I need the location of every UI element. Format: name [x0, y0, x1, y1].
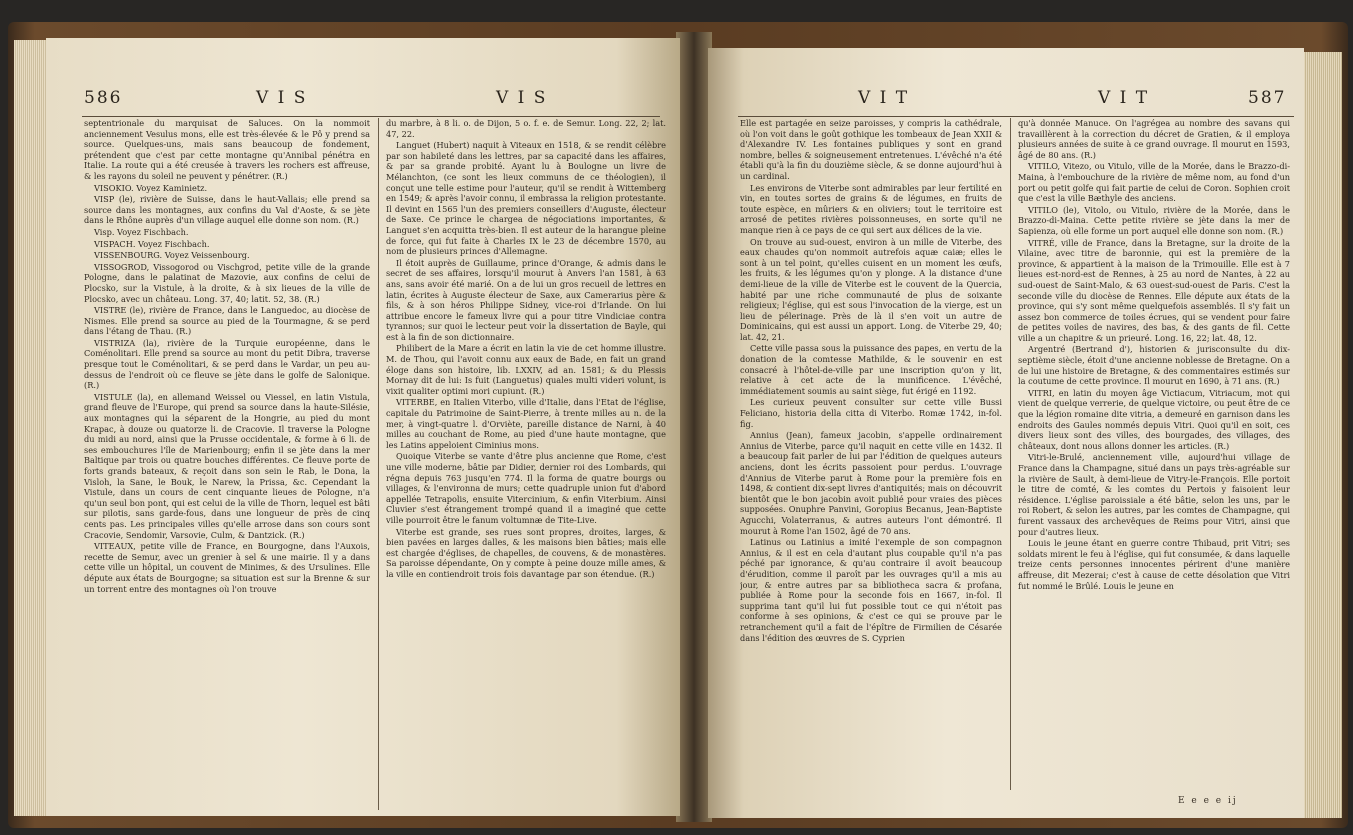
paragraph: VISTRE (le), rivière de France, dans le Languedoc, au diocèse de Nismes. Elle prend sa source au pied de la Tourmagne, & se perd dans l'étang de Thau. (R.): [84, 305, 370, 337]
paragraph: VITILO, Vitezo, ou Vitulo, ville de la Morée, dans le Brazzo-di-Maina, à l'embouchure de la rivière de même nom, au fond d'un port ou petit golfe qui fait partie de celui de Coron. Sophien croit que c'est la ville Bæthyle des anciens.: [1018, 161, 1290, 204]
paragraph: VITILO (le), Vitolo, ou Vitulo, rivière de la Morée, dans le Brazzo-di-Maina. Cette petite rivière se jète dans la mer de Sapienza, où elle forme un port auquel elle donne son nom. (R.): [1018, 204, 1290, 236]
left-page-column-1: [84, 118, 370, 810]
paragraph: Les curieux peuvent consulter sur cette ville Bussi Feliciano, historia della citta di Viterbo. Romæ 1742, in-fol. fig.: [740, 397, 1002, 429]
paragraph: Latinus ou Latinius a imité l'exemple de son compagnon Annius, & il est en cela d'autant plus coupable qu'il n'a pas péché par ignorance, & qu'au contraire il avoit beaucoup d'érudition, comme il paroît par les ouvrages qu'il a mis au jour, & entre autres par sa bibliotheca sacra & profana, publiée à Rome pour la seconde fois en 1667, in-fol. Il supprima tant qu'il lui fut possible tout ce qui n'étoit pas conforme à ses opinions, & c'est ce qui se prouve par le retranchement qu'il a fait de l'épître de Firmilien de Césarée dans l'édition des œuvres de S. Cyprien: [740, 537, 1002, 643]
paragraph: Quoique Viterbe se vante d'être plus ancienne que Rome, c'est une ville moderne, bâtie par Didier, dernier roi des Lombards, qui régna depuis 763 jusqu'en 774. Il la forma de quatre bourgs ou villages, & l'environna de murs; cette quadruple union fut d'abord appellée Tetrapolis, ensuite Vitercinium, & enfin Viterbium. Ainsi Cluvier s'est étrangement trompé quand il a imaginé que cette ville pourroit être le fanum voltumnæ de Tite-Live.: [386, 451, 666, 525]
paragraph: Languet (Hubert) naquit à Viteaux en 1518, & se rendit célèbre par son habileté dans les lettres, par sa capacité dans les affaires, & par sa grande probité. Ayant lu à Boulogne un livre de Mélanchton, (ce sont les lieux communs de ce théologien), il conçut une telle estime pour l'auteur, qu'il se rendit à Wittemberg en 1549; & après l'avoir connu, il embrassa la religion protestante. Il devint en 1565 l'un des premiers conseillers d'Auguste, électeur de Saxe. Ce prince le chargea de négociations importantes, & Languet s'en acquitta très-bien. Il est auteur de la harangue pleine de force, qui fut faite à Charles IX le 23 de décembre 1570, au nom de plusieurs princes d'Allemagne.: [386, 140, 666, 257]
paragraph: VISPACH. Voyez Fischbach.: [94, 238, 210, 249]
paragraph: VISSOGROD, Vissogorod ou Vischgrod, petite ville de la grande Pologne, dans le palatinat de Mazovie, aux confins de celui de Plocsko, sur la Vistule, à la droite, & à six lieues de la ville de Plocsko, avec un château. Long. 37, 40; latit. 52, 38. (R.): [84, 261, 370, 304]
paragraph: Viterbe est grande, ses rues sont propres, droites, larges, & bien pavées en larges dalles, & les maisons bien bâties; mais elle est chargée d'églises, de chapelles, de couvens, & de monastères. Sa paroisse dépendante, On y compte à peine douze mille ames, & la ville en contiendroit trois fois davantage par son étendue. (R.): [386, 526, 666, 579]
paragraph: Louis le jeune étant en guerre contre Thibaud, prit Vitri; ses soldats mirent le feu à l'église, qui fut consumée, & dans laquelle treize cents personnes innocentes périrent d'une manière affreuse, dit Mezerai; c'est à cause de cette désolation que Vitri fut nommé le Brûlé. Louis le jeune en: [1018, 538, 1290, 591]
paragraph: On trouve au sud-ouest, environ à un mille de Viterbe, des eaux chaudes qu'on nommoit autrefois aquæ caiæ; elles le sont à un tel point, qu'elles cuisent en un moment les œufs, les fruits, & les légumes qu'on y plonge. A la distance d'une demi-lieue de la ville de Viterbe est le couvent de la Quercia, habité par une riche communauté de plus de soixante religieux; l'église, qui est sous l'invocation de la vierge, est un lieu de pélerinage. Près de là il s'en voit un autre de Dominicains, qui est aussi un apport. Long. de Viterbe 29, 40; lat. 42, 21.: [740, 236, 1002, 342]
paragraph: VISSENBOURG. Voyez Veissenbourg.: [94, 250, 250, 261]
paragraph: Les environs de Viterbe sont admirables par leur fertilité en vin, en toutes sortes de grains & de légumes, en fruits de toute espèce, en mûriers & en oliviers; tout le territoire est arrosé de petites rivières poissonneuses, en sorte qu'il ne manque rien à ce pays de ce qui sert aux délices de la vie.: [740, 182, 1002, 235]
left-header-left: V I S: [256, 88, 308, 108]
paragraph: Vitri-le-Brulé, anciennement ville, aujourd'hui village de France dans la Champagne, situé dans un pays très-agréable sur la rivière de Sault, à demi-lieue de Vitry-le-François. Elle portoit le titre de comté, & les comtes du Pertois y faisoient leur résidence. L'église paroissiale a été bâtie, selon les uns, par le roi Robert, & selon les autres, par les comtes de Champagne, qui furent vassaux des archevêques de Reims pour Vitri, ainsi que pour d'autres lieux.: [1018, 452, 1290, 537]
paragraph: septentrionale du marquisat de Saluces. On la nommoit anciennement Vesulus mons, elle est très-élevée & le Pô y prend sa source. Quelques-uns, mais sans beaucoup de fondement, prétendent que c'est par cette montagne qu'Annibal pénétra en Italie. La route qui a été creusée à travers les rochers est affreuse, & les rayons du soleil ne peuvent y pénétrer. (R.): [84, 118, 370, 181]
paragraph: qu'à donnée Manuce. On l'agrégea au nombre des savans qui travaillèrent à la correction du décret de Gratien, & il employa plusieurs années de suite à ce grand ouvrage. Il mourut en 1593, âgé de 80 ans. (R.): [1018, 118, 1290, 160]
right-header-left: V I T: [858, 88, 910, 108]
left-column-rule: [378, 118, 379, 810]
open-book: [8, 22, 1348, 828]
paragraph: Philibert de la Mare a écrit en latin la vie de cet homme illustre. M. de Thou, qui l'avoit connu aux eaux de Bade, en fait un grand éloge dans son histoire, lib. LXXIV, ad an. 1581; & du Plessis Mornay dit de lui: Is fuit (Languetus) quales multi videri volunt, is vixit qualiter optimi mori cupiunt. (R.): [386, 343, 666, 396]
paragraph: Argentré (Bertrand d'), historien & jurisconsulte du dix-septième siècle, étoit d'une ancienne noblesse de Bretagne. On a de lui une histoire de Bretagne, & des commentaires estimés sur la coutume de cette province. Il mourut en 1690, à 71 ans. (R.): [1018, 344, 1290, 387]
right-page: [708, 48, 1304, 818]
page-edges-right: [1304, 52, 1342, 818]
paragraph: VISP (le), rivière de Suisse, dans le haut-Vallais; elle prend sa source dans les montagnes, aux confins du Val d'Aoste, & se jète dans le Rhône auprès d'un village auquel elle donne son nom. (R.): [84, 194, 370, 226]
paragraph: VITERBE, en Italien Viterbo, ville d'Italie, dans l'Etat de l'église, capitale du Patrimoine de Saint-Pierre, à trente milles au n. de la mer, à vingt-quatre l. d'Orviète, pareille distance de Narni, à 40 milles au couchant de Rome, au pied d'une haute montagne, que les Latins appeloient Ciminius mons.: [386, 397, 666, 450]
paragraph: Il étoit auprès de Guillaume, prince d'Orange, & admis dans le secret de ses affaires, lorsqu'il mourut à Anvers l'an 1581, à 63 ans, sans avoir été marié. On a de lui un gros recueil de lettres en latin, écrites à Auguste électeur de Saxe, aux Camerarius père & fils, & à son héros Philippe Sidney, vice-roi d'Irlande. On lui attribue encore le fameux livre qui a pour titre Vindiciae contra tyrannos; sur quoi le lecteur peut voir la dissertation de Bayle, qui est à la fin de son dictionnaire.: [386, 257, 666, 342]
paragraph: Visp. Voyez Fischbach.: [94, 226, 189, 237]
paragraph: VITRÉ, ville de France, dans la Bretagne, sur la droite de la Vilaine, avec titre de baronnie, qui est la première de la province, & appartient à la maison de la Trimouille. Elle est à 7 lieues est-nord-est de Rennes, à 25 au nord de Nantes, à 22 au sud-ouest de Saint-Malo, & 63 ouest-sud-ouest de Paris. C'est la seconde ville du diocèse de Rennes. Elle députe aux états de la province, qui s'y sont même quelquefois assemblés. Il s'y fait un assez bon commerce de toiles écrues, qui se vendent pour faire de petites voiles de navires, des bas, & des gants de fil. Cette ville a un chapitre & un prieuré. Long. 16, 22; lat. 48, 12.: [1018, 237, 1290, 343]
right-header-rule: [738, 116, 1294, 117]
paragraph: Cette ville passa sous la puissance des papes, en vertu de la donation de la comtesse Mathilde, & le souvenir en est consacré à l'hôtel-de-ville par une inscription qu'on y lit, relative à cet acte de la munificence. L'évêché, immédiatement soumis au saint siège, fut érigé en 1192.: [740, 343, 1002, 396]
paragraph: VITEAUX, petite ville de France, en Bourgogne, dans l'Auxois, recette de Semur, avec un grenier à sel & une mairie. Il y a dans cette ville un hôpital, un couvent de Minimes, & des Ursulines. Elle députe aux états de Bourgogne; sa situation est sur la Brenne & sur un torrent entre des montagnes où l'on trouve: [84, 541, 370, 594]
paragraph: VISTULE (la), en allemand Weissel ou Viessel, en latin Vistula, grand fleuve de l'Europe, qui prend sa source dans la haute-Silésie, aux montagnes qui la séparent de la Hongrie, au pied du mont Krapac, à douze ou quatorze li. de Cracovie. Il traverse la Pologne du midi au nord, ainsi que la Prusse occidentale, & forme à 6 li. de ses embouchures l'île de Marienbourg; enfin il se jète dans la mer Baltique par trois ou quatre bouches différentes. Ce fleuve porte de forts grands bateaux, & reçoit dans son sein le Rab, le Dona, la Visloh, la Sane, le Bouk, le Narew, la Prissa, &c. Cependant la Vistule, dans un cours de cent cinquante lieues de Pologne, n'a qu'un seul bon pont, qui est celui de la ville de Thorn, lequel est bâti sur pilotis, sans garde-fous, dans une longueur de près de cinq cents pas. Les principales villes qu'elle arrose dans son cours sont Cracovie, Sendomir, Varsovie, Culm, & Dantzick. (R.): [84, 391, 370, 540]
paragraph: VISTRIZA (la), rivière de la Turquie européenne, dans le Coménolitari. Elle prend sa source au mont du petit Dibra, traverse presque tout le Coménolitari, & se perd dans le Vardar, un peu au-dessus de l'endroit où ce fleuve se jète dans le golfe de Salonique. (R.): [84, 337, 370, 391]
left-page-column-2: [386, 118, 666, 810]
right-header-right: V I T: [1098, 88, 1150, 108]
book-gutter: [676, 32, 712, 822]
paragraph: VISOKIO. Voyez Kaminietz.: [94, 182, 208, 193]
left-page-number: 586: [84, 88, 123, 108]
paragraph: du marbre, à 8 li. o. de Dijon, 5 o. f. e. de Semur. Long. 22, 2; lat. 47, 22.: [386, 118, 666, 139]
left-header-rule: [82, 116, 660, 117]
paragraph: Annius (Jean), fameux jacobin, s'appelle ordinairement Annius de Viterbe, parce qu'il naquit en cette ville en 1432. Il a beaucoup fait parler de lui par l'édition de quelques auteurs anciens, dont les écrits passoient pour perdus. L'ouvrage d'Annius de Viterbe parut à Rome pour la première fois en 1498, & contient dix-sept livres d'antiquités; mais on découvrit bientôt que le bon jacobin avoit publié pour vraies des pièces supposées. Onuphre Panvini, Goropius Becanus, Jean-Baptiste Agucchi, Volaterranus, & autres auteurs l'ont démontré. Il mourut à Rome l'an 1502, âgé de 70 ans.: [740, 430, 1002, 536]
signature-mark: E e e e ij: [1178, 796, 1238, 806]
paragraph: Elle est partagée en seize paroisses, y compris la cathédrale, où l'on voit dans le goût gothique les tombeaux de Jean XXII & d'Alexandre IV. Les fontaines publiques y sont en grand nombre, belles & soigneusement entretenues. L'évêché n'a été établi qu'à la fin du douzième siècle, & se donne aujourd'hui à un cardinal.: [740, 118, 1002, 181]
left-header-right: V I S: [496, 88, 548, 108]
page-edges-left: [14, 40, 48, 816]
right-page-number: 587: [1248, 88, 1287, 108]
right-page-column-1: [740, 118, 1002, 790]
left-page: [46, 38, 680, 816]
right-column-rule: [1010, 118, 1011, 790]
right-page-column-2: [1018, 118, 1290, 790]
paragraph: VITRI, en latin du moyen âge Victiacum, Vitriacum, mot qui vient de quelque verrerie, de quelque victoire, ou peut être de ce que la légion romaine dite vitria, a demeuré en garnison dans les endroits des Gaules nommés depuis Vitri. Quoi qu'il en soit, ces divers lieux sont des villes, des bourgades, des villages, des châteaux, dont nous allons donner les articles. (R.): [1018, 387, 1290, 451]
